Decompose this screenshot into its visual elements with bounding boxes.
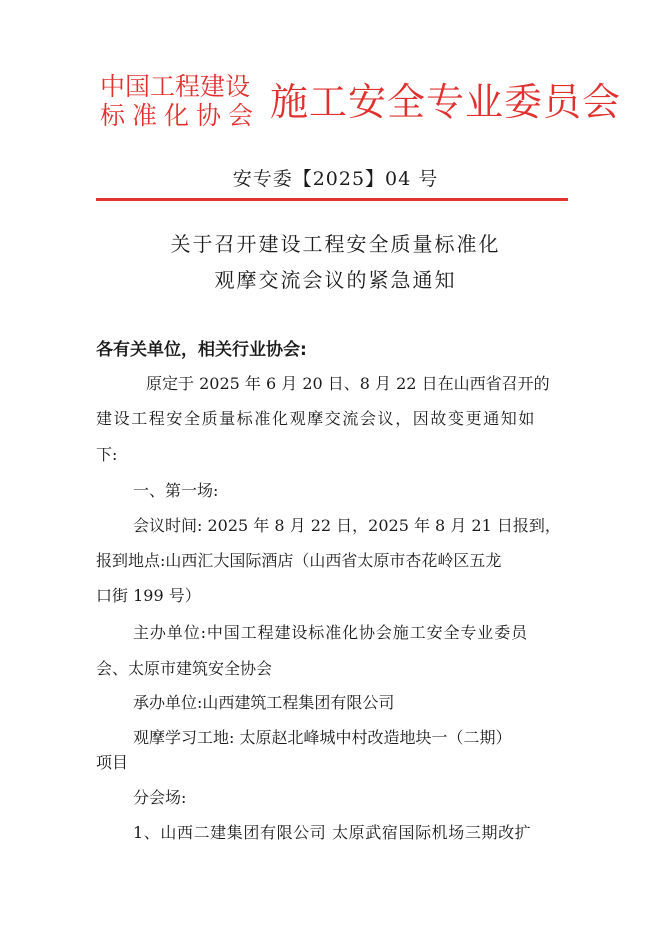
intro-line-3: 下: [96,445,118,464]
document-number: 安专委【2025】04 号 [232,168,439,190]
red-divider [96,198,568,201]
meeting-time-line-3: 口街 199 号） [96,586,201,605]
notice-title-line1: 关于召开建设工程安全质量标准化 [170,232,501,256]
notice-title-line2: 观摩交流会议的紧急通知 [214,268,457,292]
site-line-1: 观摩学习工地: 太原赵北峰城中村改造地块一（二期） [133,728,512,747]
section-heading-1: 一、第一场: [133,481,219,500]
host-line-1: 主办单位:中国工程建设标准化协会施工安全专业委员 [133,623,528,642]
intro-line-1: 原定于 2025 年 6 月 20 日、8 月 22 日在山西省召开的 [146,374,550,393]
salutation: 各有关单位，相关行业协会: [96,340,307,360]
branch-venue-item-1: 1、山西二建集团有限公司 太原武宿国际机场三期改扩 [133,823,532,842]
committee-name: 施工安全专业委员会 [270,80,622,124]
letterhead [100,70,622,136]
branch-venue-heading: 分会场: [133,788,187,807]
site-line-2: 项目 [96,753,129,772]
org-name [100,72,265,130]
host-line-2: 会、太原市建筑安全协会 [96,659,273,678]
org-name-line1: 中国工程建设 [100,72,251,101]
intro-line-2: 建设工程安全质量标准化观摩交流会议，因故变更通知如 [96,409,537,428]
meeting-time-line-2: 报到地点:山西汇大国际酒店（山西省太原市杏花岭区五龙 [96,551,502,570]
org-name-line2: 标准化协会 [100,101,261,130]
meeting-time-line-1: 会议时间: 2025 年 8 月 22 日，2025 年 8 月 21 日报到， [133,516,561,535]
organizer-line: 承办单位:山西建筑工程集团有限公司 [133,693,395,712]
